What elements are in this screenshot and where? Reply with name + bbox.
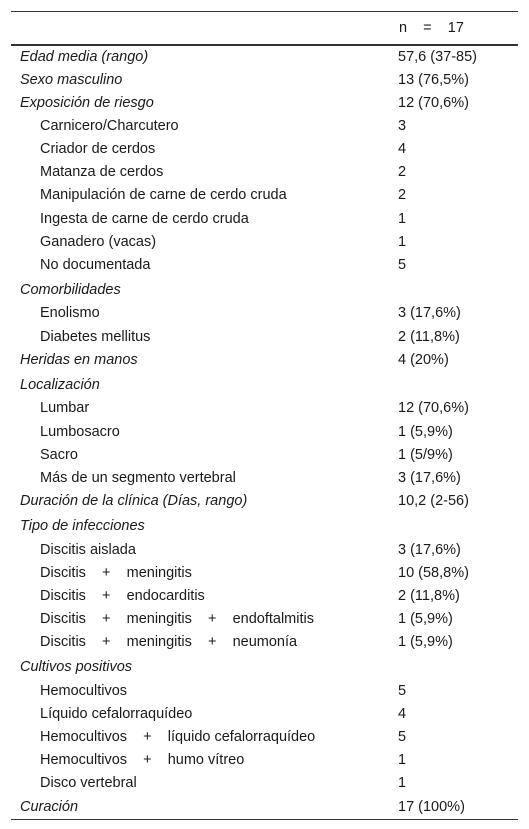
- subitem-row: [11, 444, 518, 467]
- data-table-container: [11, 11, 518, 820]
- row-value: 3: [398, 117, 407, 134]
- row-label: Ingesta de carne de cerdo cruda: [40, 210, 249, 227]
- section-row: [11, 69, 518, 92]
- row-label: Manipulación de carne de cerdo cruda: [40, 187, 287, 204]
- subitem-row: [11, 703, 518, 726]
- section-row: [11, 277, 518, 303]
- subitem-row: [11, 138, 518, 161]
- row-value: 2: [398, 187, 407, 204]
- row-label: Discitis + endocarditis: [40, 587, 205, 604]
- row-value: 2: [398, 164, 407, 181]
- row-value: 4: [398, 141, 407, 158]
- row-label: Cultivos positivos: [20, 658, 133, 675]
- row-label: Comorbilidades: [20, 281, 121, 298]
- subitem-row: [11, 326, 518, 349]
- header-label-cell: [11, 12, 391, 45]
- row-label: Matanza de cerdos: [40, 164, 164, 181]
- row-value: 4 (20%): [398, 351, 449, 368]
- header-n-cell: n = 17: [391, 12, 518, 45]
- row-label: Más de un segmento vertebral: [40, 469, 236, 486]
- row-label: Carnicero/Charcutero: [40, 117, 179, 134]
- row-label: Líquido cefalorraquídeo: [40, 705, 193, 722]
- row-value: 13 (76,5%): [398, 71, 469, 88]
- row-value: 10 (58,8%): [398, 564, 469, 581]
- table-header: [11, 12, 518, 45]
- header-row: [11, 12, 518, 45]
- row-value: 1: [398, 233, 407, 250]
- row-label: Sexo masculino: [20, 71, 123, 88]
- subitem-row: [11, 231, 518, 254]
- section-row: [11, 372, 518, 398]
- row-label: Hemocultivos + líquido cefalorraquídeo: [40, 729, 316, 746]
- section-row: [11, 490, 518, 513]
- subitem-row: [11, 254, 518, 277]
- row-label: Discitis + meningitis: [40, 564, 192, 581]
- row-value: 1 (5,9%): [398, 611, 453, 628]
- row-value: [391, 513, 518, 539]
- section-row: [11, 45, 518, 69]
- row-label: Lumbar: [40, 400, 90, 417]
- subitem-row: [11, 420, 518, 443]
- row-value: 1 (5,9%): [398, 423, 453, 440]
- row-label: Hemocultivos: [40, 682, 128, 699]
- row-label: Heridas en manos: [20, 351, 138, 368]
- row-label: Localización: [20, 376, 100, 393]
- row-label: No documentada: [40, 256, 151, 273]
- row-value: 3 (17,6%): [398, 469, 461, 486]
- subitem-row: [11, 115, 518, 138]
- row-label: Duración de la clínica (Días, rango): [20, 492, 248, 509]
- subitem-row: [11, 749, 518, 772]
- row-value: 10,2 (2-56): [398, 492, 469, 509]
- row-value: 12 (70,6%): [398, 94, 469, 111]
- subitem-row: [11, 184, 518, 207]
- subitem-row: [11, 562, 518, 585]
- row-value: 3 (17,6%): [398, 305, 461, 322]
- row-label: Sacro: [40, 446, 78, 463]
- row-value: 1 (5,9%): [398, 634, 453, 651]
- subitem-row: [11, 539, 518, 562]
- section-row: [11, 654, 518, 680]
- row-label: Tipo de infecciones: [20, 517, 145, 534]
- row-value: [391, 372, 518, 398]
- row-label: Curación: [11, 795, 391, 819]
- row-label: Disco vertebral: [40, 775, 137, 792]
- row-value: 1: [398, 775, 407, 792]
- section-row: [11, 349, 518, 372]
- row-label: Exposición de riesgo: [20, 94, 154, 111]
- subitem-row: [11, 726, 518, 749]
- row-value: 1: [398, 210, 407, 227]
- row-label: Discitis aislada: [40, 541, 136, 558]
- row-value: 1: [398, 752, 407, 769]
- subitem-row: [11, 608, 518, 631]
- subitem-row: [11, 585, 518, 608]
- subitem-row: [11, 680, 518, 703]
- row-value: 12 (70,6%): [398, 400, 469, 417]
- row-value: 4: [398, 705, 407, 722]
- row-value: 1 (5/9%): [398, 446, 453, 463]
- section-row: [11, 795, 518, 819]
- row-value: 2 (11,8%): [398, 587, 460, 604]
- subitem-row: [11, 302, 518, 325]
- row-label: Lumbosacro: [40, 423, 120, 440]
- row-label: Edad media (rango): [20, 48, 149, 65]
- row-value: 5: [398, 729, 407, 746]
- subitem-row: [11, 397, 518, 420]
- section-row: [11, 513, 518, 539]
- row-label: Discitis + meningitis + neumonía: [40, 634, 298, 651]
- subitem-row: [11, 631, 518, 654]
- row-label: Diabetes mellitus: [40, 328, 151, 345]
- row-value: 57,6 (37-85): [398, 48, 477, 65]
- row-value: [391, 654, 518, 680]
- data-table: [11, 11, 518, 820]
- section-row: [11, 92, 518, 115]
- row-value: 17 (100%): [391, 795, 518, 819]
- row-value: 3 (17,6%): [398, 541, 461, 558]
- row-value: 2 (11,8%): [398, 328, 460, 345]
- subitem-row: [11, 467, 518, 490]
- row-label: Discitis + meningitis + endoftalmitis: [40, 611, 314, 628]
- subitem-row: [11, 161, 518, 184]
- row-value: 5: [398, 682, 407, 699]
- row-label: Enolismo: [40, 305, 100, 322]
- table-body: [11, 45, 518, 820]
- row-label: Hemocultivos + humo vítreo: [40, 752, 245, 769]
- row-label: Ganadero (vacas): [40, 233, 157, 250]
- subitem-row: [11, 207, 518, 230]
- row-label: Criador de cerdos: [40, 141, 156, 158]
- row-value: [391, 277, 518, 303]
- subitem-row: [11, 772, 518, 795]
- row-value: 5: [398, 256, 407, 273]
